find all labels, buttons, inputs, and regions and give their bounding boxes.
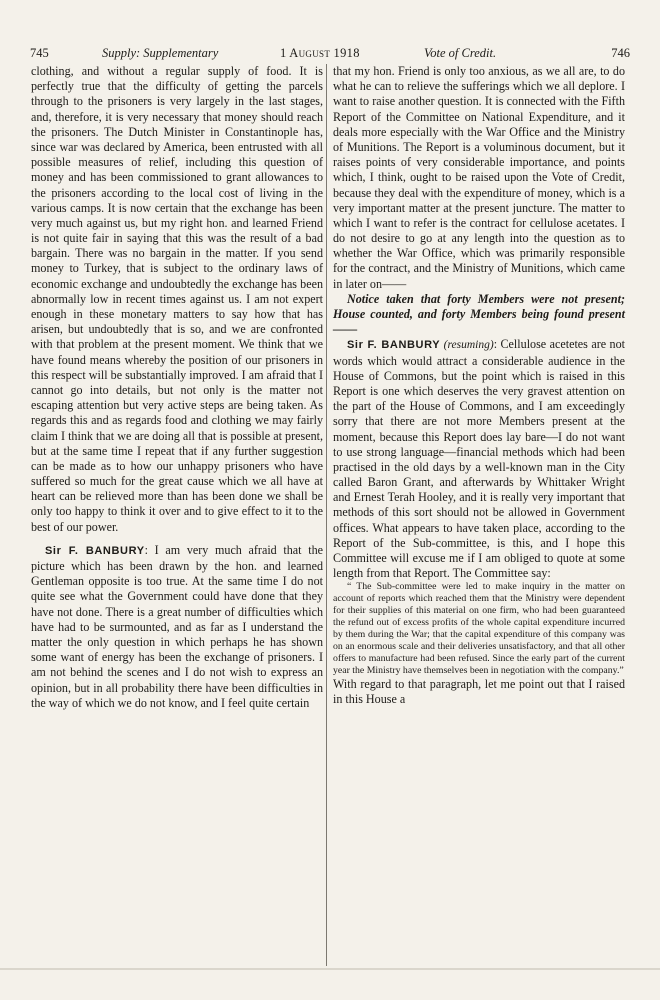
left-column (31, 64, 323, 711)
speech-text: : I am very much afraid that the picture which has been drawn by the hon. and learned Gentleman opposite is too true. At the same time I do not quite see what the Government could have done that they have not done. There is a great number of difficulties which have had to be surmounted, and as far as I understand the matter the only question in which perhaps he has shown some want of energy has been the exchange of prisoners. I am not behind the scenes and I do not wish to express an opinion, but in all probability there have been difficulties in the way of which we do not know, and I feel quite certain (31, 542, 323, 710)
left-speech-banbury (31, 543, 323, 711)
right-running-title: Vote of Credit. (424, 46, 497, 60)
resuming-note: (resuming) (443, 339, 494, 352)
left-running-title: Supply: Supplementary (102, 46, 219, 60)
report-quotation: “ The Sub-committee were led to make inquiry in the matter on account of reports which reached them that the Ministry were dependent for their supplies of this material on one firm, who had been guaranteed the refund out of excess profits of the whole capital expenditure incurred by them during the War; that the capital expenditure of this company was on an enormous scale and their deliveries unsatisfactory, and that all other offers to manufacture had been refused. Since the early part of the current year the Ministry have themselves been in negotiation with the company.” (333, 581, 625, 676)
right-page-number: 746 (611, 46, 630, 60)
right-paragraph-1: that my hon. Friend is only too anxious, as we all are, to do what he can to relieve the sufferings which we all deplore. I want to raise another question. It is connected with the Fifth Report of the Committee on National Expenditure, and it deals more especially with the War Office and the Ministry of Munitions. The Report is a voluminous document, but it raises points of very considerable importance, and points which, I think, ought to be raised upon the Vote of Credit, because they deal with the expenditure of money, which is a very important matter at the present juncture. The matter to which I want to refer is the contract for cellulose acetates. I do not desire to go at any length into the question as to whether the War Office, which was primarily responsible for the contract, and the Ministry of Munitions, which came in later on—— (333, 64, 625, 291)
page-bottom-edge (0, 968, 660, 970)
right-column (333, 64, 625, 707)
speaker-name: Sir F. BANBURY (45, 544, 145, 557)
speaker-name: Sir F. BANBURY (347, 339, 441, 352)
procedural-notice: Notice taken that forty Members were not present; House counted, and forty Members being found present—— (333, 291, 625, 337)
right-speech-banbury (333, 337, 625, 581)
right-paragraph-final: With regard to that paragraph, let me point out that I raised in this House a (333, 676, 625, 706)
speech-text: : Cellulose acetetes are not words which would attract a considerable audience in the House of Commons, but the point which is raised in this Report is one which deserves the very gravest attention on the part of the House of Commons, and I am exceedingly sorry that there are not more Members present at the moment, because this Report does lay bare—I do not want to use strong language—financial methods which had been practised in the old days by a well-known man in the City called Baron Grant, and afterwards by Whittaker Wright and Ernest Terah Hooley, and it is really very important that methods of this sort should not be allowed in Government offices. What appears to have taken place, according to the Report of the Sub-committee, is this, and I hope this Committee will excuse me if I am obliged to quote at some length from that Report. The Committee say: (333, 337, 625, 581)
header-date: 1 August 1918 (280, 46, 360, 60)
column-divider (326, 64, 327, 966)
left-paragraph-1: clothing, and without a regular supply of food. It is perfectly true that the difficulty of getting the parcels through to the prisoners is very largely in the last stages, and, therefore, it is very necessary that money should reach the prisoners. The Dutch Minister in Constantinople has, since war was declared by America, been entrusted with all possible measures of relief, including this question of money and has been commissioned to grant allowances to the prisoners according to the local cost of living in the various camps. It is now certain that the exchange has been very much against us, but my right hon. and learned Friend is not quite fair in saying that this was the result of a bad bargain. There was no bargain in the matter. If you send money to Turkey, that is subject to the ordinary laws of economic exchange and undoubtedly the exchange has been abnormally low in recent times against us. I am not expert enough in these monetary matters to say how that has arisen, but undoubtedly that is so, and we are confronted with that problem at the present moment. We think that we have found means whereby the position of our prisoners in this respect will be substantially improved. I am afraid that I cannot go into details, but not only is the matter not escaping attention but very active steps are being taken. As regards this and as regards food and clothing we may fairly claim I think that we are doing all that is possible at present, but at the same time I repeat that if any further suggestion can be made as to how our unhappy prisoners who have suffered so much for the great cause which we all have at heart can be relieved more than has been done we shall be only too happy to think it over and to give effect to it to the best of our power. (31, 64, 323, 534)
left-page-number: 745 (30, 46, 49, 60)
page-header (30, 46, 630, 64)
